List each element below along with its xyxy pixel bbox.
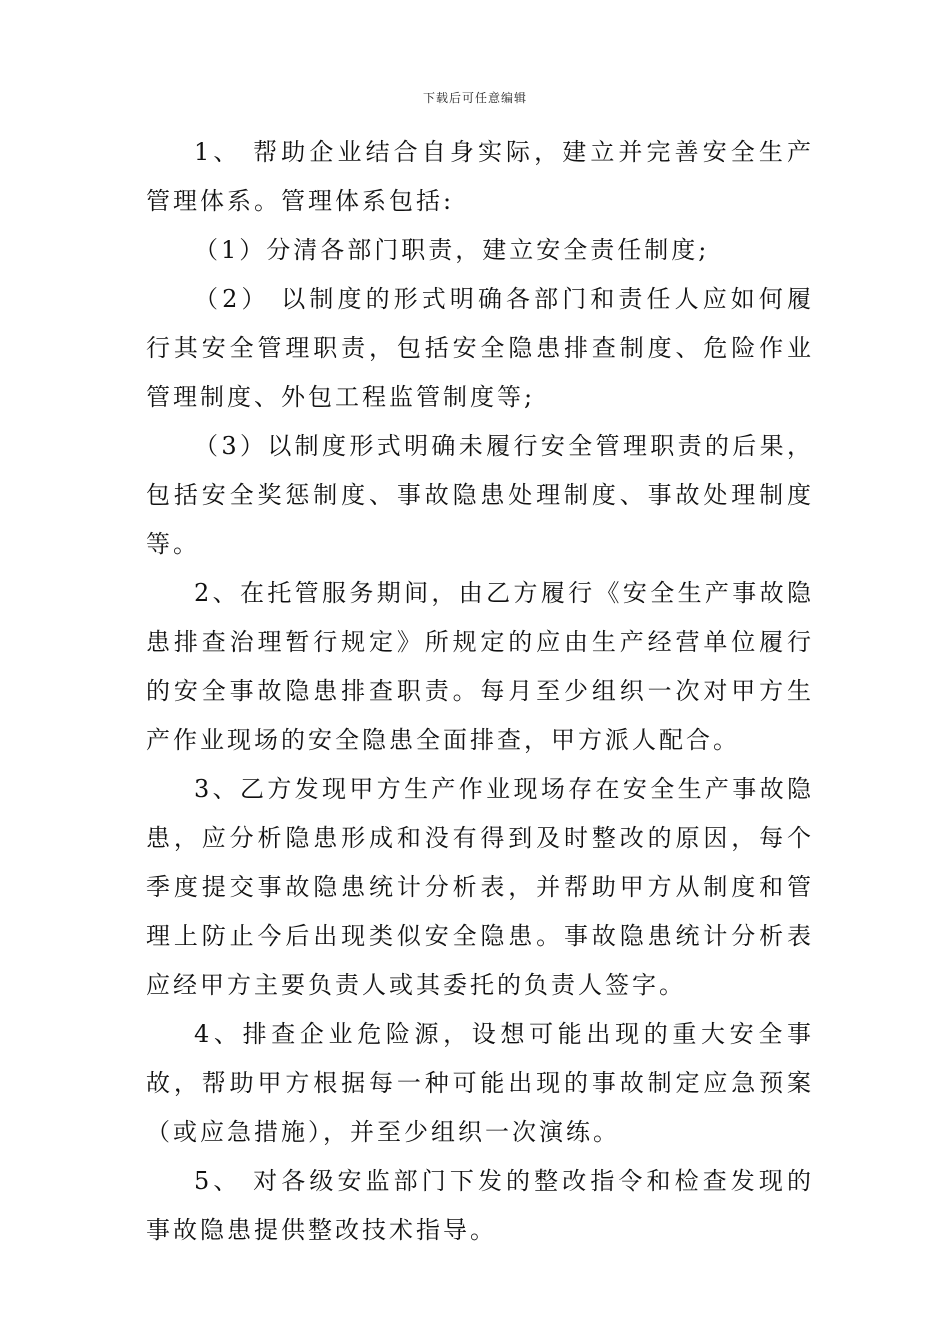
paragraph-1: 1、 帮助企业结合自身实际，建立并完善安全生产管理体系。管理体系包括: (146, 138, 814, 215)
paragraph-3: 3、乙方发现甲方生产作业现场存在安全生产事故隐患，应分析隐患形成和没有得到及时整改的原因，每个季度提交事故隐患统计分析表，并帮助甲方从制度和管理上防止今后出现类似安全隐患。事故隐患统计分析表应经甲方主要负责人或其委托的负责人签字。 (146, 775, 814, 999)
paragraph-1-item-2: （2） 以制度的形式明确各部门和责任人应如何履行其安全管理职责，包括安全隐患排查制度、危险作业管理制度、外包工程监管制度等; (146, 285, 814, 411)
paragraph-2: 2、在托管服务期间，由乙方履行《安全生产事故隐患排查治理暂行规定》所规定的应由生产经营单位履行的安全事故隐患排查职责。每月至少组织一次对甲方生产作业现场的安全隐患全面排查，甲方派人配合。 (146, 579, 814, 754)
paragraph-5: 5、 对各级安监部门下发的整改指令和检查发现的事故隐患提供整改技术指导。 (146, 1167, 814, 1244)
paragraph-4: 4、排查企业危险源，设想可能出现的重大安全事故，帮助甲方根据每一种可能出现的事故制定应急预案（或应急措施），并至少组织一次演练。 (146, 1020, 814, 1146)
page-header-note: 下载后可任意编辑 (422, 91, 527, 105)
document-body (146, 128, 814, 1255)
paragraph-1-item-3: （3）以制度形式明确未履行安全管理职责的后果，包括安全奖惩制度、事故隐患处理制度、事故处理制度等。 (146, 432, 814, 558)
paragraph-1-item-1: （1）分清各部门职责，建立安全责任制度; (194, 236, 710, 264)
